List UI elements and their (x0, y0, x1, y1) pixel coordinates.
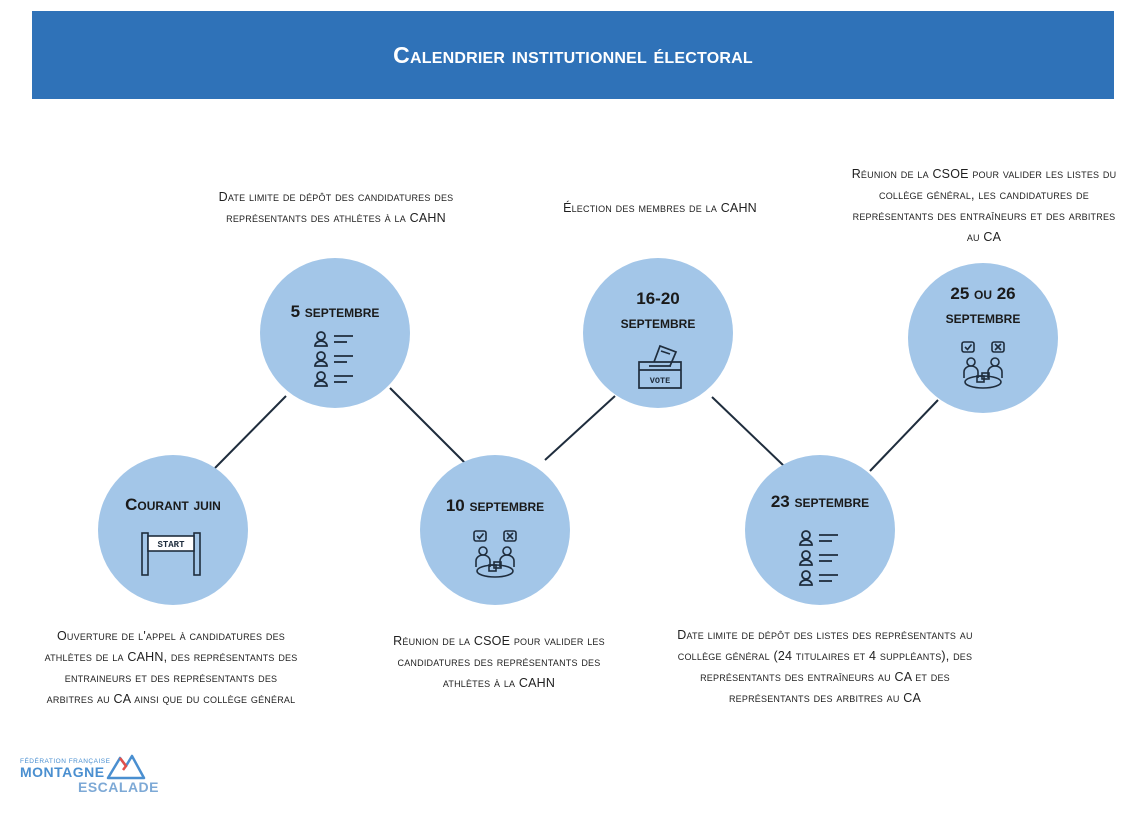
caption-16-20-septembre: Élection des membres de la CAHN (563, 201, 757, 215)
caption-25-26-septembre: Réunion de la CSOE pour valider les listes du collège général, les candidatures de représentants des entraîneurs et des arbitres au CA (851, 167, 1117, 244)
caption-10-septembre: Réunion de la CSOE pour valider les candidatures des représentants des athlètes à la CAHN (393, 634, 605, 690)
connector-4-5 (712, 397, 784, 466)
timeline-node-courant-juin (98, 455, 248, 605)
start-text: START (157, 540, 185, 550)
timeline-node-5-septembre (260, 258, 410, 408)
connector-3-4 (545, 396, 615, 460)
logo-escalade-text: ESCALADE (78, 779, 160, 795)
node-date-line2: septembre (620, 313, 696, 332)
meeting-vote-icon (471, 529, 519, 581)
node-date-line1: 16-20 (636, 289, 680, 308)
meeting-vote-icon (959, 340, 1007, 392)
logo-federation-text: FÉDÉRATION FRANÇAISE (20, 758, 111, 765)
candidate-list-icon (313, 330, 359, 388)
timeline-node-25-26-septembre (908, 263, 1058, 413)
node-date-line2: septembre (945, 308, 1021, 327)
connector-5-6 (870, 400, 938, 471)
ffme-logo (20, 752, 180, 802)
ballot-box-icon (637, 340, 683, 390)
connector-2-3 (390, 388, 465, 463)
caption-courant-juin: Ouverture de l'appel à candidatures des athlètes de la CAHN, des représentants des entraineurs et des représentants des arbitres au CA ainsi que du collège général (44, 629, 298, 706)
connector-1-2 (215, 396, 286, 468)
node-date-line1: 25 ou 26 (950, 284, 1016, 303)
node-date: 5 septembre (290, 302, 380, 321)
node-date: Courant juin (125, 495, 221, 514)
timeline-node-23-septembre (745, 455, 895, 605)
timeline-node-10-septembre (420, 455, 570, 605)
mountain-logo-icon (106, 752, 146, 780)
start-banner-icon (138, 528, 208, 578)
caption-23-septembre: Date limite de dépôt des listes des représentants au collège général (24 titulaires et 4 suppléants), des représentants des entraîneurs au CA et des représentants des arbitres au CA (677, 628, 973, 705)
node-date: 23 septembre (770, 492, 870, 511)
page-title: Calendrier institutionnel électoral (393, 41, 753, 68)
candidate-list-icon (798, 529, 844, 587)
logo-montagne-text: MONTAGNE (20, 764, 105, 780)
caption-5-septembre: Date limite de dépôt des candidatures des représentants des athlètes à la CAHN (218, 190, 454, 225)
timeline-node-16-20-septembre (583, 258, 733, 408)
node-date: 10 septembre (445, 496, 545, 515)
vote-text: VOTE (649, 376, 671, 386)
